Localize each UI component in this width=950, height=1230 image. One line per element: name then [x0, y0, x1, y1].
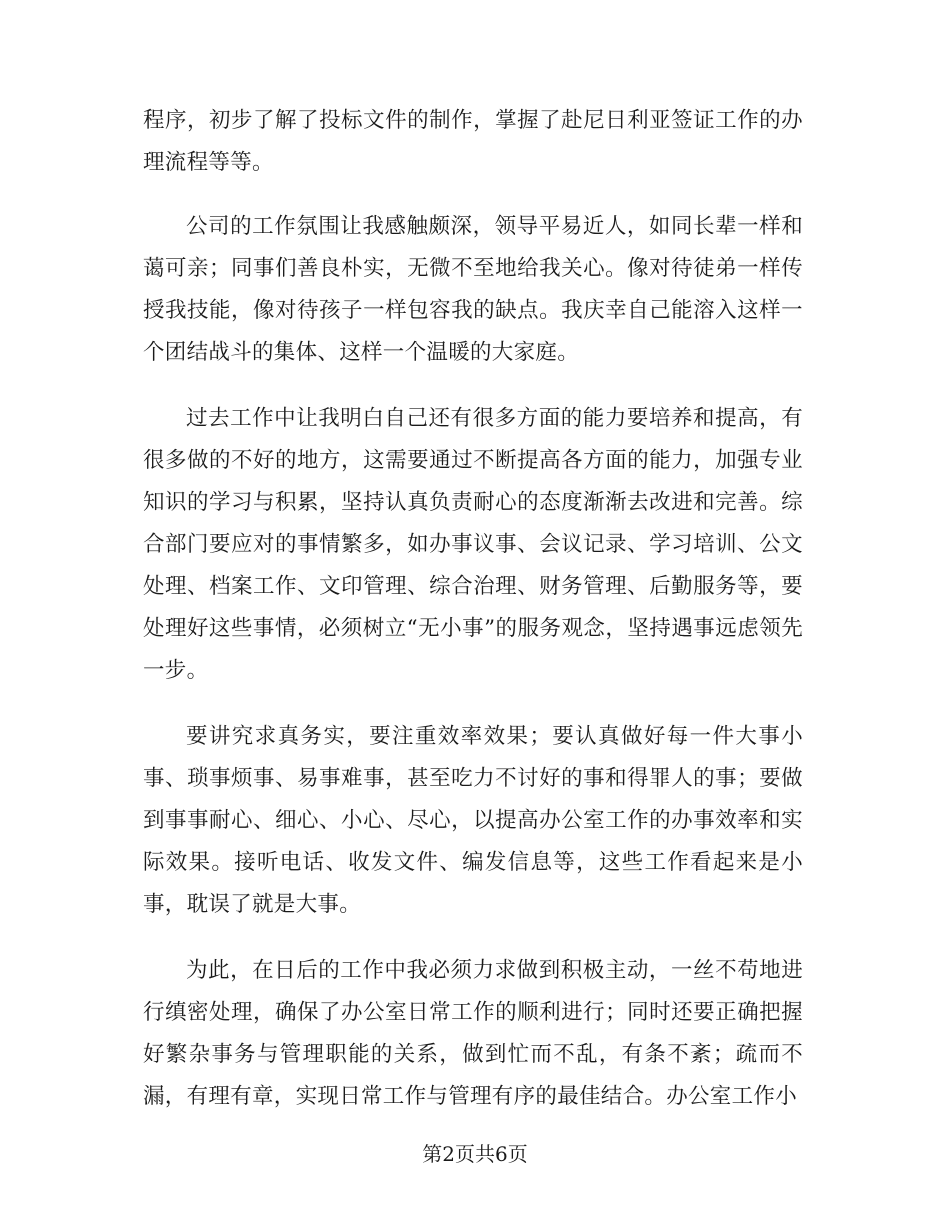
document-body	[143, 100, 803, 1142]
paragraph-improvement: 过去工作中让我明白自己还有很多方面的能力要培养和提高，有很多做的不好的地方，这需要通过不断提高各方面的能力，加强专业知识的学习与积累，坚持认真负责耐心的态度渐渐去改进和完善。综合部门要应对的事情繁多，如办事议事、会议记录、学习培训、公文处理、档案工作、文印管理、综合治理、财务管理、后勤服务等，要处理好这些事情，必须树立“无小事”的服务观念，坚持遇事远虑领先一步。	[143, 406, 803, 683]
paragraph-work-atmosphere: 公司的工作氛围让我感触颇深，领导平易近人，如同长辈一样和蔼可亲；同事们善良朴实，无微不至地给我关心。像对待徒弟一样传授我技能，像对待孩子一样包容我的缺点。我庆幸自己能溶入这样一个团结战斗的集体、这样一个温暖的大家庭。	[143, 214, 803, 365]
paragraph-continuation: 程序，初步了解了投标文件的制作，掌握了赴尼日利亚签证工作的办理流程等等。	[143, 108, 803, 175]
paragraph-efficiency: 要讲究求真务实，要注重效率效果；要认真做好每一件大事小事、琐事烦事、易事难事，甚至吃力不讨好的事和得罪人的事；要做到事事耐心、细心、小心、尽心，以提高办公室工作的办事效率和实际效果。接听电话、收发文件、编发信息等，这些工作看起来是小事，耽误了就是大事。	[143, 724, 803, 917]
page-number-footer: 第2页共6页	[422, 1142, 528, 1166]
paragraph-future-work: 为此，在日后的工作中我必须力求做到积极主动，一丝不苟地进行缜密处理，确保了办公室日常工作的顺利进行；同时还要正确把握好繁杂事务与管理职能的关系，做到忙而不乱，有条不紊；疏而不漏，有理有章，实现日常工作与管理有序的最佳结合。办公室工作小	[143, 958, 803, 1109]
